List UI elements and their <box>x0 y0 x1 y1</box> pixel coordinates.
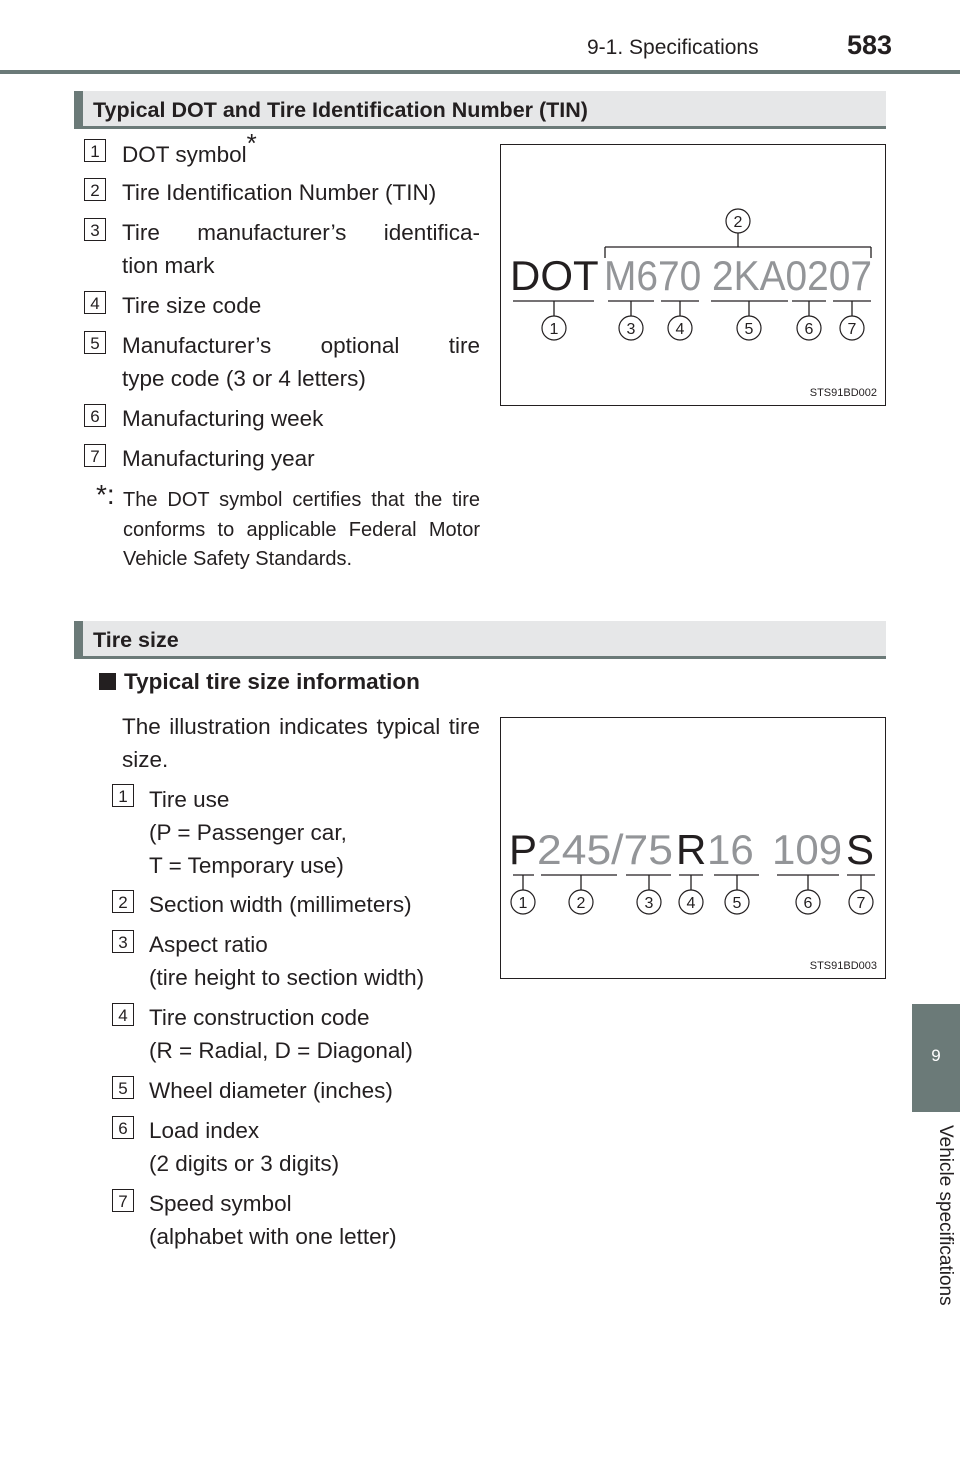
dot-tin-diagram <box>501 145 884 404</box>
dot-item-3-line-2: tion mark <box>122 253 215 278</box>
item-number-badge: 7 <box>112 1189 134 1212</box>
tire-size-item-7-line-2: (alphabet with one letter) <box>149 1224 397 1249</box>
callout-label: 1 <box>518 895 528 912</box>
tire-use-letter: P <box>509 826 538 873</box>
dot-item-2: Tire Identification Number (TIN) <box>122 180 437 205</box>
item-number-badge: 4 <box>84 291 106 314</box>
item-number-badge: 2 <box>84 178 106 201</box>
dot-item-5-line-2: type code (3 or 4 letters) <box>122 366 366 391</box>
load-index-text: 109 <box>772 826 843 873</box>
callout-label: 4 <box>675 321 685 338</box>
section-heading-tire-size-text: Tire size <box>93 628 179 652</box>
dot-symbol-text: DOT <box>510 252 599 299</box>
tire-size-item-list <box>112 783 482 1253</box>
item-number-badge: 1 <box>112 784 134 807</box>
dot-item-3 <box>122 216 480 282</box>
tire-size-item-7-line-1: Speed symbol <box>149 1191 292 1216</box>
callout-label: 7 <box>847 321 857 338</box>
dot-item-1-text: DOT symbol <box>122 142 247 167</box>
construction-code-letter: R <box>676 826 707 873</box>
tire-size-item-1 <box>149 783 347 882</box>
callout-label: 2 <box>576 895 586 912</box>
section-width-aspect-text: 245/75 <box>537 826 673 873</box>
dot-item-1 <box>122 127 257 171</box>
wheel-diameter-text: 16 <box>707 826 754 873</box>
asterisk-mark: * <box>246 127 257 158</box>
tire-size-figure <box>500 717 886 979</box>
callout-label: 3 <box>626 321 636 338</box>
tire-size-item-1-line-3: T = Temporary use) <box>149 853 344 878</box>
dot-item-list <box>84 127 484 478</box>
footnote <box>96 479 480 606</box>
item-number-badge: 6 <box>84 404 106 427</box>
tire-size-item-5: Wheel diameter (inches) <box>149 1078 393 1103</box>
dot-item-4: Tire size code <box>122 293 262 318</box>
callout-label: 2 <box>733 214 743 231</box>
tire-size-item-3 <box>149 928 424 994</box>
section-reference: 9-1. Specifications <box>587 36 759 59</box>
chapter-number: 9 <box>931 1046 941 1065</box>
section-heading-tire-size <box>74 621 886 659</box>
tire-size-item-4-line-2: (R = Radial, D = Diagonal) <box>149 1038 413 1063</box>
tire-size-item-4-line-1: Tire construction code <box>149 1005 370 1030</box>
callout-label: 5 <box>732 895 742 912</box>
item-number-badge: 5 <box>112 1076 134 1099</box>
callout-label: 6 <box>803 895 813 912</box>
page-number: 583 <box>847 30 893 60</box>
dot-item-5 <box>122 329 480 395</box>
item-number-badge: 3 <box>112 930 134 953</box>
tire-size-item-3-line-2: (tire height to section width) <box>149 965 425 990</box>
item-number-badge: 1 <box>84 139 106 162</box>
item-number-badge: 6 <box>112 1116 134 1139</box>
speed-symbol-letter: S <box>846 826 875 873</box>
item-number-badge: 2 <box>112 890 134 913</box>
subheading-bullet <box>99 673 116 690</box>
footnote-mark: *: <box>96 479 115 510</box>
figure-code: STS91BD002 <box>809 387 877 399</box>
callout-label: 3 <box>644 895 654 912</box>
figure-code: STS91BD003 <box>809 960 877 972</box>
dot-item-7: Manufacturing year <box>122 446 315 471</box>
tire-size-item-6-line-2: (2 digits or 3 digits) <box>149 1151 340 1176</box>
tire-size-diagram <box>501 718 884 977</box>
item-number-badge: 5 <box>84 331 106 354</box>
header-divider <box>0 70 960 74</box>
dot-item-5-line-1: Manufacturer’s optional tire <box>122 333 480 358</box>
dot-tin-figure <box>500 144 886 406</box>
subheading: Typical tire size information <box>124 669 420 694</box>
tire-size-item-2: Section width (millimeters) <box>149 892 412 917</box>
callout-label: 6 <box>804 321 814 338</box>
tire-size-item-4 <box>149 1001 413 1067</box>
callout-label: 4 <box>686 895 696 912</box>
callout-label: 5 <box>744 321 754 338</box>
footnote-text: The DOT symbol certifies that the tire conforms to applicable Federal Motor Vehicle Safety Standards. <box>123 489 480 570</box>
tire-size-item-7 <box>149 1187 397 1253</box>
tire-size-item-6-line-1: Load index <box>149 1118 260 1143</box>
dot-item-6: Manufacturing week <box>122 406 324 431</box>
tire-size-item-1-line-1: Tire use <box>149 787 230 812</box>
section-heading-dot-text: Typical DOT and Tire Identification Number (TIN) <box>93 98 588 122</box>
tire-size-item-3-line-1: Aspect ratio <box>149 932 268 957</box>
callout-label: 7 <box>856 895 866 912</box>
section-heading-dot <box>74 91 886 129</box>
chapter-label: Vehicle specifications <box>935 1125 956 1306</box>
tire-size-item-1-line-2: (P = Passenger car, <box>149 820 347 845</box>
intro-text: The illustration indicates typical tire size. <box>122 714 480 772</box>
item-number-badge: 3 <box>84 218 106 241</box>
tin-text: M670 2KA0207 <box>604 252 872 299</box>
item-number-badge: 7 <box>84 444 106 467</box>
dot-item-3-line-1: Tire manufacturer’s identifica- <box>122 220 480 245</box>
tire-size-item-6 <box>149 1114 339 1180</box>
callout-label: 1 <box>549 321 559 338</box>
item-number-badge: 4 <box>112 1003 134 1026</box>
